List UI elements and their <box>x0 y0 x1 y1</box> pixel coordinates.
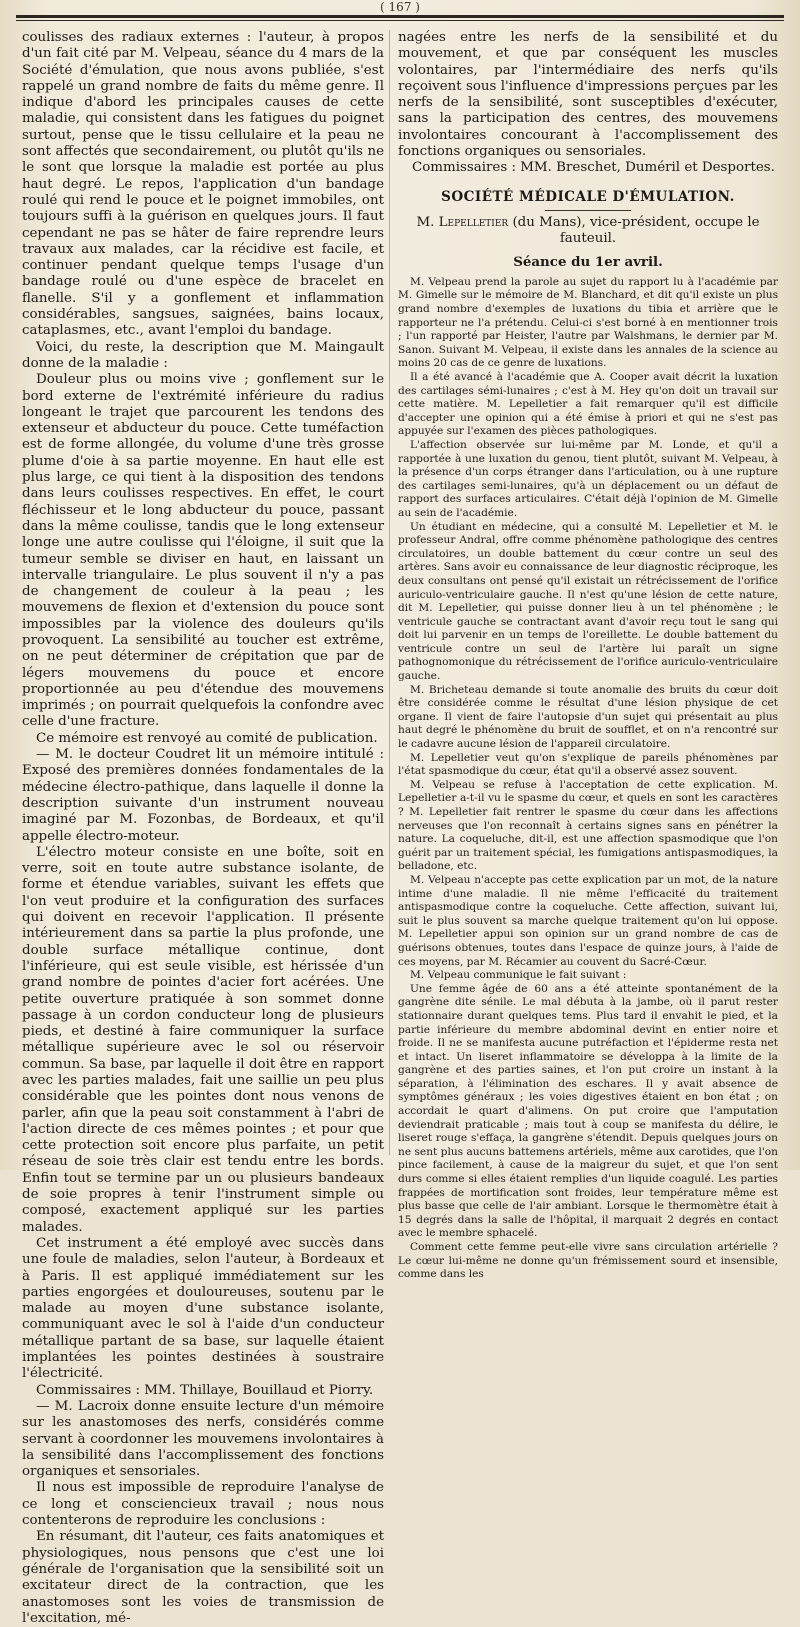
right-column <box>398 30 778 1282</box>
paragraph: En résumant, dit l'auteur, ces faits anatomiques et physiologiques, nous pensons que c'est une loi générale de l'organisation que la sensibilité soit un excitateur direct de la contraction, que les anastomoses sont les voies de transmission de l'excitation, mé- <box>22 1529 384 1626</box>
paragraph: L'affection observée sur lui-même par M. Londe, et qu'il a rapportée à une luxation du genou, tient plutôt, suivant M. Velpeau, à la présence d'un corps étranger dans l'articulation, ou à une rupture des cartilages semi-lunaires, qu'à un déplacement ou un défaut de rapport des surfaces articulaires. C'était déjà l'opinion de M. Gimelle au sein de l'académie. <box>398 438 778 519</box>
paragraph: Une femme âgée de 60 ans a été atteinte spontanément de la gangrène dite sénile. Le mal débuta à la jambe, où il parut rester stationnaire durant quelques tems. Plus tard il envahit le pied, et la partie inférieure du membre abdominal devint en entier noire et froide. Il ne se manifesta aucune putréfaction et l'épiderme resta net et intact. Un liseret inflammatoire se développa à la limite de la gangrène et des parties saines, et l'on put croire un instant à la séparation, à l'élimination des eschares. Il y avait absence de symptômes généraux ; les voies digestives étaient en bon état ; on accordait le quart d'alimens. On put croire que l'amputation deviendrait praticable ; mais tout à coup se manifesta du délire, le liseret rouge s'effaça, la gangrène s'étendit. Depuis quelques jours on ne sent plus aucuns battemens artériels, même aux carotides, que l'on pince facilement, à cause de la maigreur du sujet, et que l'on sent durs comme si elles étaient remplies d'un liquide coagulé. Les parties frappées de mortification sont froides, leur température même est plus basse que celle de l'air ambiant. Lorsque le thermomètre était à 15 degrés dans la salle de l'hôpital, il marquait 2 degrés en contact avec le membre sphacelé. <box>398 982 778 1240</box>
session-date: Séance du 1er avril. <box>513 253 663 270</box>
paragraph: — M. Lacroix donne ensuite lecture d'un mémoire sur les anastomoses des nerfs, considérés comme servant à coordonner les mouvemens involontaires à la sensibilité dans l'accomplissement des fonctions organiques et sensoriales. <box>22 1398 384 1480</box>
paragraph: nagées entre les nerfs de la sensibilité et du mouvement, et que par conséquent les muscles volontaires, par l'intermédiaire des nerfs qu'ils reçoivent sous l'influence d'impressions perçues par les nerfs de la sensibilité, sont susceptibles d'exécuter, sans la participation des centres, des mouvemens involontaires concourant à l'accomplissement des fonctions organiques ou sensoriales. <box>398 30 778 160</box>
commissioners-line: Commissaires : MM. Thillaye, Bouillaud et Piorry. <box>36 1382 374 1398</box>
paragraph: M. Velpeau communique le fait suivant : <box>410 969 627 982</box>
paragraph: coulisses des radiaux externes : l'auteur, à propos d'un fait cité par M. Velpeau, séance du 4 mars de la Société d'émulation, que nous avons publiée, s'est rappelé un grand nombre de faits du même genre. Il indique d'abord les principales causes de cette maladie, qui consistent dans les fatigues du poignet surtout, pense que le tissu cellulaire et la peau ne sont affectés que secondairement, ou plutôt qu'ils ne le sont que lorsque la maladie est portée au plus haut degré. Le repos, l'application d'un bandage roulé qui rend le pouce et le poignet immobiles, ont toujours suffi à la guérison en quelques jours. Il faut cependant ne pas se hâter de faire reprendre leurs travaux aux malades, car la récidive est facile, et continuer pendant quelque temps l'usage d'un bandage roulé ou d'une espèce de bracelet en flanelle. S'il y a gonflement et inflammation considérables, sangsues, saignées, bains locaux, cataplasmes, etc., avant l'emploi du bandage. <box>22 30 384 339</box>
paragraph: M. Velpeau prend la parole au sujet du rapport lu à l'académie par M. Gimelle sur le mémoire de M. Blanchard, et dit qu'il existe un plus grand nombre d'exemples de luxations du tibia et arrière que le rapporteur ne l'a prétendu. Celui-ci s'est borné à en mentionner trois ; l'un rapporté par Heister, l'autre par Walshmans, le dernier par M. Sanon. Suivant M. Velpeau, il existe dans les annales de la science au moins 20 cas de ce genre de luxations. <box>398 275 778 370</box>
paragraph: Douleur plus ou moins vive ; gonflement sur le bord externe de l'extrémité inférieure du radius longeant le trajet que parcourent les tendons des extenseur et abducteur du pouce. Cette tuméfaction est de forme allongée, du volume d'une très grosse plume d'oie à sa partie moyenne. En haut elle est plus large, ce qui tient à la disposition des tendons dans leurs coulisses respectives. En effet, le court fléchisseur et le long abducteur du pouce, passant dans la même coulisse, tandis que le long extenseur longe une autre coulisse qui l'éloigne, il suit que la tumeur semble se diviser en haut, en laissant un intervalle triangulaire. Le plus souvent il n'y a pas de changement de couleur à la peau ; les mouvemens de flexion et d'extension du pouce sont impossibles par la violence des douleurs qu'ils provoquent. La sensibilité au toucher est extrême, on ne peut déterminer de crépitation que par de légers mouvemens du pouce et encore proportionnée au peu d'étendue des mouvemens imprimés ; on pourrait quelquefois la confondre avec celle d'une fracture. <box>22 372 384 730</box>
paragraph: Il a été avancé à l'académie que A. Cooper avait décrit la luxation des cartilages sémi-lunaires ; c'est à M. Hey qu'on doit un travail sur cette matière. M. Lepelletier a fait remarquer qu'il est difficile d'accepter une opinion qui a été émise à priori et qui ne s'est pas appuyée sur l'examen des pièces pathologiques. <box>398 371 778 438</box>
paragraph: Ce mémoire est renvoyé au comité de publication. <box>36 730 378 746</box>
paragraph: Voici, du reste, la description que M. Maingault donne de la maladie : <box>22 339 384 371</box>
header-rule <box>16 15 784 18</box>
column-divider <box>389 30 390 1155</box>
title-rule <box>545 210 631 211</box>
paragraph: M. Bricheteau demande si toute anomalie des bruits du cœur doit être considérée comme le résultat d'une lésion physique de cet organe. Il vient de faire l'autopsie d'un sujet qui présentait au plus haut degré le phénomène du bruit de soufflet, et on n'a rencontré sur le cadavre aucune lésion de l'appareil circulatoire. <box>398 683 778 751</box>
paragraph: Un étudiant en médecine, qui a consulté M. Lepelletier et M. le professeur Andral, offre comme phénomène pathologique des centres circulatoires, un double battement du cœur contre un seul des artères. Sans avoir eu connaissance de leur diagnostic réciproque, les deux consultans ont pensé qu'il existait un rétrécissement de l'orifice auriculo-ventriculaire gauche. Il n'est qu'une lésion de cette nature, dit M. Lepelletier, qui puisse donner lieu à un tel phénomène ; le ventricule gauche se contractant avant d'avoir reçu tout le sang qui doit lui parvenir en un temps de l'oreillette. Le double battement du ventricule contre un seul de l'artère lui paraît un signe pathognomonique du rétrécissement de l'orifice auriculo-ventriculaire gauche. <box>398 520 778 683</box>
page-number: ( 167 ) <box>380 0 420 14</box>
left-column <box>22 30 384 1627</box>
president-name: M. Lepelletier <box>416 214 509 230</box>
section-title: SOCIÉTÉ MÉDICALE D'ÉMULATION. <box>441 188 735 205</box>
paragraph: M. Lepelletier veut qu'on s'explique de pareils phénomènes par l'état spasmodique du cœur, état qu'il a observé assez souvent. <box>398 751 778 778</box>
paragraph: M. Velpeau se refuse à l'acceptation de cette explication. M. Lepelletier a-t-il vu le spasme du cœur, et quels en sont les caractères ? M. Lepelletier fait rentrer le spasme du cœur dans les affections nerveuses que l'on reconnaît à certains signes sans en pénétrer la nature. La coqueluche, dit-il, est une affection spasmodique que l'on guérit par un traitement spécial, les fumigations antispasmodiques, la belladone, etc. <box>398 778 778 873</box>
paragraph: M. Velpeau n'accepte pas cette explication par un mot, de la nature intime d'une maladie. Il nie même l'efficacité du traitement antispasmodique contre la coqueluche. Cette affection, suivant lui, suit le plus souvent sa marche quelque traitement qu'on lui oppose. M. Lepelletier appui son opinion sur un grand nombre de cas de guérisons obtenues, toutes dans l'espace de quinze jours, à l'aide de ces moyens, par M. Récamier au couvent du Sacré-Cœur. <box>398 873 778 968</box>
paragraph: Cet instrument a été employé avec succès dans une foule de maladies, selon l'auteur, à Bordeaux et à Paris. Il est appliqué immédiatement sur les parties engorgées et douloureuses, soutenu par le malade au moyen d'une substance isolante, communiquant avec le sol à l'aide d'un conducteur métallique partant de sa base, sur laquelle étaient implantées les pointes destinées à soustraire l'électricité. <box>22 1235 384 1382</box>
paragraph: L'électro moteur consiste en une boîte, soit en verre, soit en toute autre substance isolante, de forme et étendue variables, suivant les effets que l'on veut produire et la configuration des surfaces qui doivent en recevoir l'application. Il présente intérieurement dans sa partie la plus profonde, une double surface métallique continue, dont l'inférieure, qui est seule visible, est hérissée d'un grand nombre de pointes d'acier fort acérées. Une petite ouverture pratiquée à son sommet donne passage à un cordon conducteur long de plusieurs pieds, et destiné à faire communiquer la surface métallique supérieure avec le sol ou réservoir commun. Sa base, par laquelle il doit être en rapport avec les parties malades, fait une saillie un peu plus considérable que les pointes dont nous venons de parler, afin que la peau soit constamment à l'abri de l'action directe de ces mêmes pointes ; et pour que cette protection soit encore plus parfaite, un petit réseau de soie très clair est tendu entre les bords. Enfin tout se termine par un ou plusieurs bandeaux de soie propres à tenir l'instrument simple ou composé, exactement appliqué sur les parties malades. <box>22 844 384 1235</box>
paragraph: — M. le docteur Coudret lit un mémoire intitulé : Exposé des premières données fondamentales de la médecine électro-pathique, dans laquelle il donne la description suivante d'un instrument nouveau imaginé par M. Fozonbas, de Bordeaux, et qu'il appelle électro-moteur. <box>22 747 384 844</box>
commissioners-line: Commissaires : MM. Breschet, Duméril et Desportes. <box>412 160 775 176</box>
president-role: (du Mans), vice-président, occupe le fauteuil. <box>508 214 760 247</box>
header-rule-thin <box>16 20 784 21</box>
paragraph: Il nous est impossible de reproduire l'analyse de ce long et consciencieux travail ; nous nous contenterons de reproduire les conclusions : <box>22 1480 384 1529</box>
paragraph: Comment cette femme peut-elle vivre sans circulation artérielle ? Le cœur lui-même ne donne qu'un frémissement sourd et insensible, comme dans les <box>398 1241 778 1281</box>
president-line <box>398 215 778 248</box>
session-report <box>398 276 778 1282</box>
